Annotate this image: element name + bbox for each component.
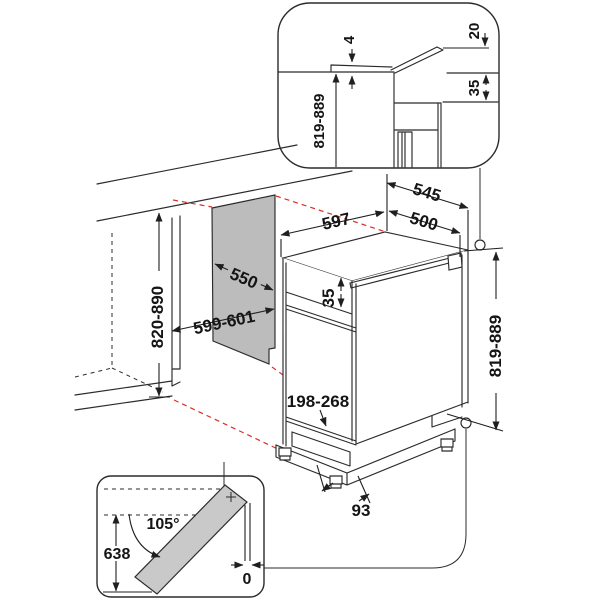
cabinet-base-lines	[75, 381, 172, 410]
appliance-left-face-fill	[283, 258, 356, 446]
dim-label-depth-body: 500	[407, 208, 441, 235]
dim-label-niche-width: 599-601	[191, 306, 257, 339]
door-label-angle: 105°	[146, 516, 180, 533]
door-label-clearance: 0	[242, 571, 252, 588]
dim-label-top-gap: 35	[319, 288, 338, 308]
door-detail-leader	[264, 429, 466, 568]
dim-label-appliance-height: 819-889	[486, 314, 505, 378]
dim-label-depth-total: 545	[410, 179, 444, 206]
reference-circle-top	[475, 240, 485, 250]
niche-left-wall	[172, 216, 180, 386]
dim-label-niche-height: 820-890	[148, 285, 167, 349]
dim-label-panel-depth: 550	[227, 264, 261, 293]
dim-label-plinth-range: 198-268	[286, 392, 350, 411]
appliance-front-face-fill	[352, 250, 468, 443]
door-label-swing: 638	[103, 546, 131, 563]
detail-label-rear-gap: 20	[466, 22, 483, 40]
dim-label-appliance-width: 597	[320, 209, 353, 234]
dim-label-foot-setback: 93	[351, 501, 371, 520]
detail-label-worktop-gap: 4	[341, 35, 358, 45]
detail-label-top-offset: 35	[466, 79, 483, 97]
detail-label-height: 819-889	[311, 93, 328, 149]
